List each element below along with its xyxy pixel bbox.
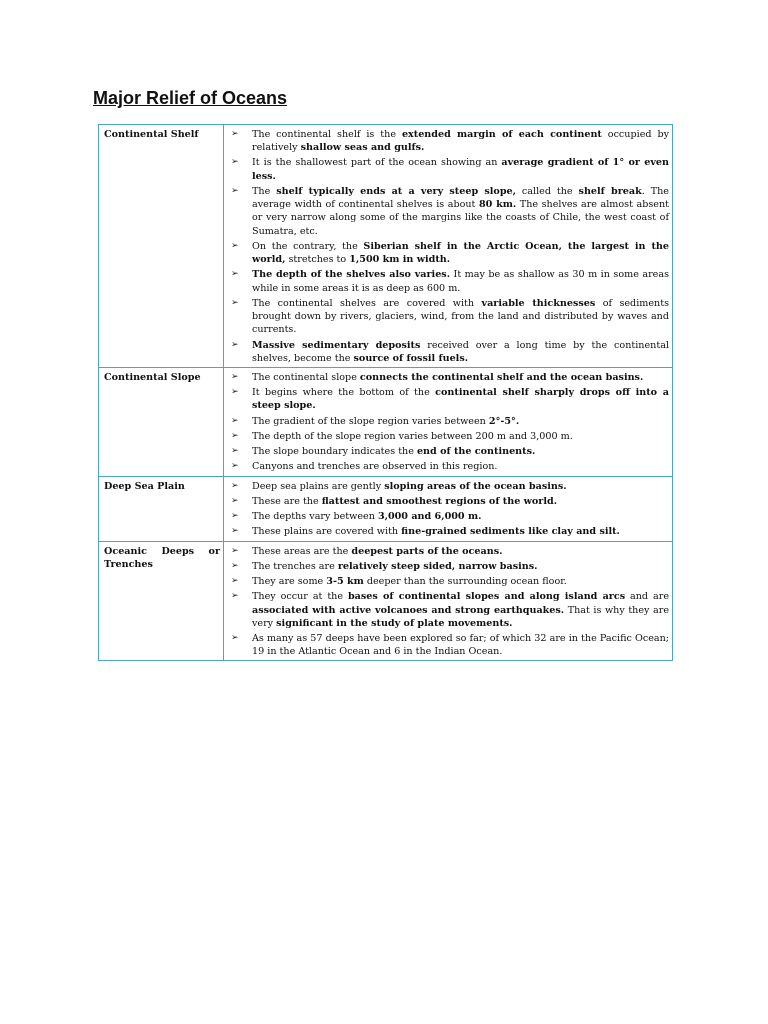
text-segment: occupied by relatively [252,129,670,154]
text-segment: These plains are covered with [252,526,402,538]
category-cell: Deep Sea Plain [99,476,224,541]
list-item [229,575,669,588]
text-segment: It begins where the bottom of the [252,387,436,399]
bullet-list [229,128,669,365]
text-segment: The depths vary between [252,511,378,523]
arrow-bullet-icon: ➢ [231,591,239,602]
points-cell [224,541,673,661]
list-item [229,445,669,458]
text-segment: They occur at the [252,591,348,603]
bullet-list [229,480,669,539]
list-item [229,386,669,412]
arrow-bullet-icon: ➢ [231,511,239,522]
text-segment: 3-5 km [326,576,364,588]
text-segment: bases of continental slopes and along island arcs [347,591,626,603]
text-segment: 2°-5°. [488,415,520,427]
arrow-bullet-icon: ➢ [231,129,239,139]
list-item [229,495,669,508]
bullet-list [229,371,669,474]
arrow-bullet-icon: ➢ [231,430,239,441]
table-row [99,476,673,541]
table-row [99,125,673,368]
text-segment: 3,000 and 6,000 m. [377,511,482,523]
text-segment: sloping areas of the ocean basins. [384,480,567,492]
text-segment: of sediments brought down by rivers, glaciers, wind, from the land and distributed by waves and currents. [252,297,669,336]
arrow-bullet-icon: ➢ [231,446,239,457]
text-segment: stretches to [285,254,350,266]
page-title: Major Relief of Oceans [93,88,288,108]
text-segment: average gradient of 1° or even less. [252,157,669,182]
text-segment: The continental shelves are covered with [252,297,482,309]
text-segment: The gradient of the slope region varies between [252,415,489,427]
text-segment: That is why they are very [252,604,669,629]
text-segment: Massive sedimentary deposits [252,339,421,351]
list-item [229,590,669,630]
text-segment: The depth of the shelves also varies. [252,269,451,281]
list-item [229,240,669,266]
text-segment: It is the shallowest part of the ocean showing an [252,157,502,169]
text-segment: Canyons and trenches are observed in this region. [252,461,498,473]
arrow-bullet-icon: ➢ [231,480,239,491]
category-cell: Continental Slope [99,367,224,476]
points-cell [224,125,673,368]
text-segment: relatively steep sided, narrow basins. [337,560,538,572]
text-segment: deeper than the surrounding ocean floor. [363,576,567,588]
text-segment: received over a long time by the continental shelves, become the [252,339,669,364]
arrow-bullet-icon: ➢ [231,545,239,556]
arrow-bullet-icon: ➢ [231,560,239,571]
list-item [229,339,669,365]
text-segment: The slope boundary indicates the [252,446,417,458]
text-segment: On the contrary, the [252,240,364,252]
text-segment: shelf typically ends at a very steep slope, [276,185,516,197]
arrow-bullet-icon: ➢ [231,240,239,251]
text-segment: 1,500 km in width. [349,254,451,266]
list-item [229,480,669,493]
bullet-list [229,545,669,659]
text-segment: source of fossil fuels. [353,352,469,364]
list-item [229,430,669,443]
text-segment: significant in the study of plate movements. [276,617,513,629]
list-item [229,156,669,182]
list-item [229,268,669,294]
arrow-bullet-icon: ➢ [231,461,239,472]
points-cell [224,367,673,476]
list-item [229,510,669,523]
table-body [99,125,673,661]
text-segment: 80 km. [478,199,517,211]
table-row [99,541,673,661]
arrow-bullet-icon: ➢ [231,632,239,643]
text-segment: and are [625,591,669,603]
list-item [229,185,669,238]
text-segment: The trenches are [252,560,338,572]
arrow-bullet-icon: ➢ [231,157,239,168]
text-segment: It may be as shallow as 30 m in some areas while in some areas it is as deep as 600 m. [252,269,669,294]
list-item [229,560,669,573]
text-segment: end of the continents. [416,446,536,458]
list-item [229,545,669,558]
text-segment: shelf break [578,185,642,197]
text-segment: Deep sea plains are gently [252,480,385,492]
text-segment: The [252,185,277,197]
arrow-bullet-icon: ➢ [231,495,239,506]
arrow-bullet-icon: ➢ [231,269,239,280]
arrow-bullet-icon: ➢ [231,371,239,382]
list-item [229,460,669,473]
list-item [229,371,669,384]
text-segment: These areas are the [252,545,352,557]
list-item [229,297,669,337]
text-segment: connects the continental shelf and the ocean basins. [359,371,644,383]
text-segment: The shelves are almost absent or very narrow along some of the margins like the coasts of Chile, the west coast of Sumatra, etc. [252,199,669,237]
list-item [229,632,669,658]
text-segment: The continental slope [252,371,360,383]
category-cell: Continental Shelf [99,125,224,368]
arrow-bullet-icon: ➢ [231,415,239,426]
text-segment: variable thicknesses [481,297,596,309]
text-segment: These are the [252,495,322,507]
text-segment: The continental shelf is the [252,129,402,140]
text-segment: As many as 57 deeps have been explored so far; of which 32 are in the Pacific Ocean; 19 in the Atlantic Ocean and 6 in the Indian Ocean. [252,632,669,658]
points-cell [224,476,673,541]
text-segment: Siberian shelf in the Arctic Ocean, the largest in the world, [252,240,670,266]
list-item [229,525,669,538]
text-segment: extended margin of each continent [401,129,602,140]
text-segment: continental shelf sharply drops off into a steep slope. [252,387,669,412]
text-segment: shallow seas and gulfs. [300,142,425,154]
text-segment: flattest and smoothest regions of the world. [321,495,558,507]
arrow-bullet-icon: ➢ [231,526,239,537]
text-segment: deepest parts of the oceans. [351,545,503,557]
text-segment: The depth of the slope region varies between 200 m and 3,000 m. [252,430,573,442]
arrow-bullet-icon: ➢ [231,576,239,587]
arrow-bullet-icon: ➢ [231,387,239,398]
list-item [229,128,669,154]
category-cell: Oceanic Deeps or Trenches [99,541,224,661]
text-segment: called the [515,185,579,197]
arrow-bullet-icon: ➢ [231,185,239,196]
ocean-relief-table [98,124,673,661]
text-segment: They are some [252,576,327,588]
text-segment: . The average width of continental shelves is about [252,185,669,211]
list-item [229,415,669,428]
arrow-bullet-icon: ➢ [231,339,239,350]
text-segment: associated with active volcanoes and strong earthquakes. [252,604,565,616]
arrow-bullet-icon: ➢ [231,297,239,308]
text-segment: fine-grained sediments like clay and silt. [401,526,620,538]
table-row [99,367,673,476]
